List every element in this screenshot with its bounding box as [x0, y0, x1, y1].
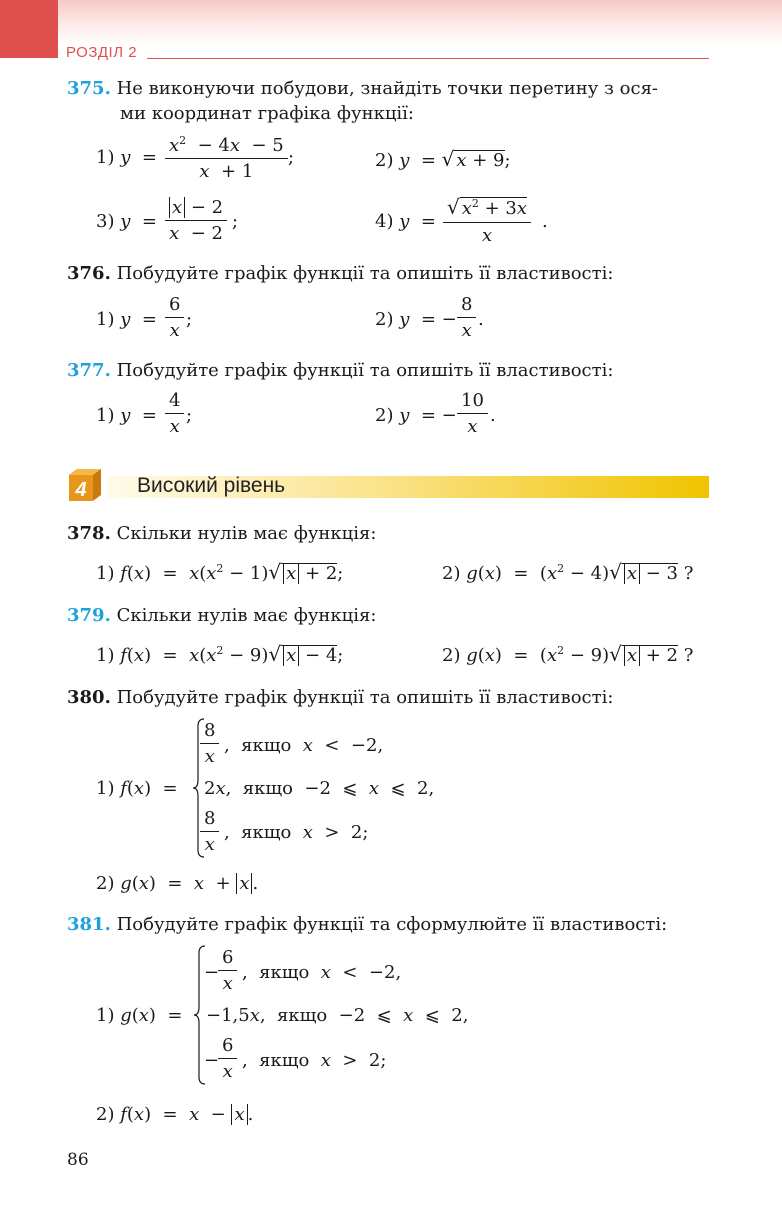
case-frac: $\frac{6}{x}$	[218, 947, 237, 994]
section-label: РОЗДІЛ 2	[66, 44, 138, 61]
formula-375-2: 2) y = √ x + 9;	[375, 147, 511, 171]
formula-381-2: 2) f(x) = x − x .	[96, 1104, 254, 1125]
formula-376-2-frac: $\frac{8}{x}$	[457, 294, 476, 341]
formula-punct: ;	[288, 147, 295, 168]
formula-377-2: 2) y = −	[375, 405, 457, 426]
problem-text: Скільки нулів має функція:	[116, 523, 377, 544]
problem-text: Побудуйте графік функції та сформулюйте її властивості:	[116, 914, 668, 935]
level-title: Високий рівень	[137, 474, 286, 497]
formula-punct: .	[478, 309, 484, 330]
formula-377-1-frac: $\frac{4}{x}$	[165, 390, 184, 437]
problem-381	[67, 914, 667, 935]
formula-380-1-lhs: 1) f(x) =	[96, 778, 178, 799]
problem-379	[67, 605, 376, 626]
formula-375-3-frac: $\frac{x - 2}{x - 2}$	[165, 197, 227, 244]
case-minus: −	[204, 1050, 220, 1071]
chapter-tab	[0, 0, 58, 58]
problem-number: 381.	[67, 914, 111, 935]
formula-378-1: 1) $f(x) = x(x^2 - 1)√$ x + 2;	[96, 560, 344, 584]
problem-number: 377.	[67, 360, 111, 381]
level-badge-icon	[67, 467, 103, 503]
formula-punct: ;	[186, 309, 193, 330]
formula-punct: .	[542, 211, 548, 232]
formula-375-1-frac: $\frac{x^2 - 4x - 5}{x + 1}$	[165, 134, 288, 182]
formula-377-2-frac: $\frac{10}{x}$	[457, 390, 488, 437]
formula-375-3-lhs: 3) y =	[96, 211, 157, 232]
problem-380	[67, 687, 613, 708]
formula-376-1: 1) y =	[96, 309, 157, 330]
formula-378-2: 2) $g(x) = (x^2 - 4)√$ x − 3 ?	[442, 560, 694, 584]
case-2: 2x, якщо −2 ⩽ x ⩽ 2,	[204, 778, 435, 799]
problem-376	[67, 263, 613, 284]
case-1: , якщо x < −2,	[224, 735, 384, 756]
formula-375-4-lhs: 4) y =	[375, 211, 436, 232]
case-2: −1,5x, якщо −2 ⩽ x ⩽ 2,	[206, 1005, 469, 1026]
page-number: 86	[67, 1150, 89, 1170]
formula-379-1: 1) $f(x) = x(x^2 - 9)√$ x − 4;	[96, 642, 344, 666]
case-3: , якщо x > 2;	[224, 822, 369, 843]
formula-376-1-frac: $\frac{6}{x}$	[165, 294, 184, 341]
problem-number: 378.	[67, 523, 111, 544]
case-frac: $\frac{6}{x}$	[218, 1035, 237, 1082]
problem-375	[67, 78, 658, 99]
problem-text: Не виконуючи побудови, знайдіть точки перетину з ося-	[116, 78, 659, 99]
formula-376-2: 2) y = −	[375, 309, 457, 330]
problem-text: Побудуйте графік функції та опишіть її властивості:	[116, 263, 614, 284]
problem-text: Скільки нулів має функція:	[116, 605, 377, 626]
formula-381-1-lhs: 1) g(x) =	[96, 1005, 183, 1026]
level-badge-number: 4	[75, 479, 87, 501]
problem-377	[67, 360, 613, 381]
formula-379-2: 2) $g(x) = (x^2 - 9)√$ x + 2 ?	[442, 642, 694, 666]
problem-number: 376.	[67, 263, 111, 284]
formula-punct: ;	[232, 211, 239, 232]
formula-377-1: 1) y =	[96, 405, 157, 426]
formula-380-2: 2) g(x) = x + x .	[96, 873, 259, 894]
case-minus: −	[204, 962, 220, 983]
problem-text: Побудуйте графік функції та опишіть її властивості:	[116, 360, 614, 381]
problem-text: Побудуйте графік функції та опишіть її властивості:	[116, 687, 614, 708]
problem-number: 380.	[67, 687, 111, 708]
section-rule	[147, 58, 709, 59]
header-band	[0, 0, 782, 44]
formula-375-4-frac: $\frac{√ x^2 + 3x}{x}$	[443, 195, 531, 246]
case-frac: $\frac{8}{x}$	[200, 720, 219, 767]
problem-number: 379.	[67, 605, 111, 626]
problem-378	[67, 523, 376, 544]
case-1: , якщо x < −2,	[242, 962, 402, 983]
formula-375-1-lhs: 1) y =	[96, 147, 157, 168]
problem-number: 375.	[67, 78, 111, 99]
formula-punct: .	[490, 405, 496, 426]
problem-375-line2: ми координат графіка функції:	[120, 103, 414, 124]
case-3: , якщо x > 2;	[242, 1050, 387, 1071]
case-frac: $\frac{8}{x}$	[200, 808, 219, 855]
formula-punct: ;	[186, 405, 193, 426]
